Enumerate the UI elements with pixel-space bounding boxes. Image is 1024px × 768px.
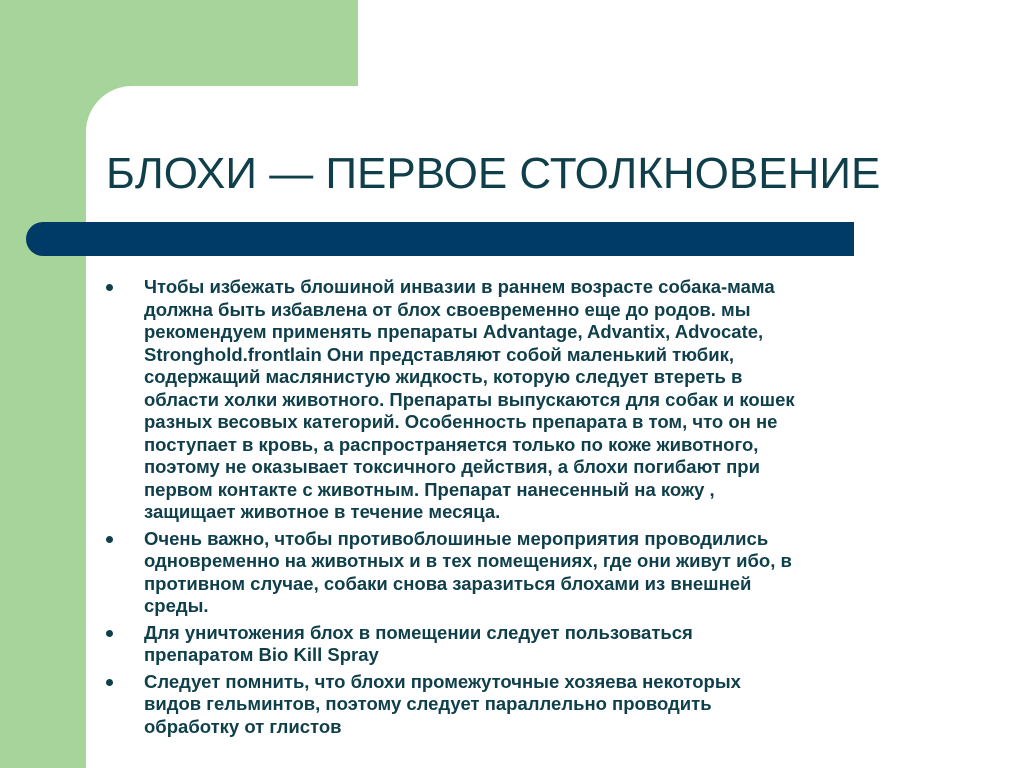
- bullet-item: [106, 671, 966, 739]
- slide-title: БЛОХИ — ПЕРВОЕ СТОЛКНОВЕНИЕ: [106, 149, 881, 198]
- bullet-item: [106, 528, 966, 618]
- bullet-text: Следует помнить, что блохи промежуточные хозяева некоторых видов гельминтов, поэтому следует параллельно проводить обработку от глистов: [144, 670, 741, 737]
- bullet-item: [106, 276, 966, 524]
- title-underline-bar: [26, 222, 854, 256]
- bullet-icon: [106, 284, 113, 291]
- green-side-strip: [0, 0, 86, 768]
- bullet-icon: [106, 536, 113, 543]
- bullet-text: Для уничтожения блох в помещении следует пользоваться препаратом Bio Kill Spray: [144, 621, 693, 665]
- bullet-list: [106, 276, 966, 742]
- bullet-icon: [106, 679, 113, 686]
- bullet-text: Чтобы избежать блошиной инвазии в раннем возрасте собака-мама должна быть избавлена от блох своевременно еще до родов. мы рекомендуем применять препараты Advantage, Advantix, Advocate, Stronghold.frontlain Они представляют собой маленький тюбик, содержащий маслянистую жидкость, которую следует втереть в области холки животного. Препараты выпускаются для собак и кошек разных весовых категорий. Особенность препарата в том, что он не поступает в кровь, а распространяется только по коже животного, поэтому не оказывает токсичного действия, а блохи погибают при первом контакте с животным. Препарат нанесенный на кожу , защищает животное в течение месяца.: [144, 276, 795, 522]
- bullet-item: [106, 622, 966, 667]
- bullet-icon: [106, 630, 113, 637]
- bullet-text: Очень важно, чтобы противоблошиные мероприятия проводились одновременно на животных и в тех помещениях, где они живут ибо, в противном случае, собаки снова заразиться блохами из внешней среды.: [144, 527, 792, 616]
